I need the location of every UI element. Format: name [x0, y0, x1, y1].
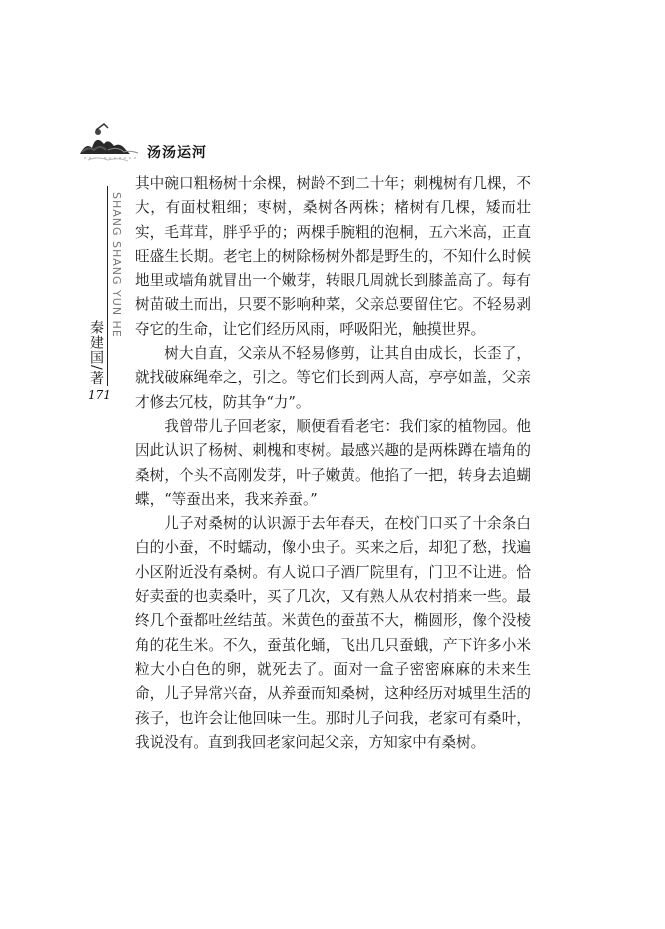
margin-rule: [107, 186, 108, 386]
paragraph: 树大自直，父亲从不轻易修剪，让其自由成长，长歪了，就找破麻绳牵之，引之。等它们长到两人高，亭亭如盖，父亲才修去冗枝，防其争“力”。: [135, 345, 531, 411]
page-number: 171: [88, 388, 111, 402]
ink-landscape-icon: [78, 120, 140, 166]
book-title-pinyin: SHANG SHANG YUN HE: [110, 192, 123, 338]
paragraph: 其中碗口粗杨树十余棵，树龄不到二十年；刺槐树有几棵，不大，有面杖粗细；枣树，桑树各两株；楮树有几棵，矮而壮实，毛茸茸，胖乎乎的；两棵手腕粗的泡桐，五六米高，正直旺盛生长期。老宅上的树除杨树外都是野生的，不知什么时候地里或墙角就冒出一个嫩芽，转眼几周就长到膝盖高了。每有树苗破土而出，只要不影响种菜，父亲总要留住它。不轻易剥夺它的生命，让它们经历风雨，呼吸阳光，触摸世界。: [135, 175, 531, 338]
body-text: [135, 172, 531, 755]
paragraph: 儿子对桑树的认识源于去年春天，在校门口买了十余条白白的小蚕，不时蠕动，像小虫子。买来之后，却犯了愁，找遍小区附近没有桑树。有人说口子酒厂院里有，门卫不让进。恰好卖蚕的也卖桑叶，买了几次，又有熟人从农村捎来一些。最终几个蚕都吐丝结茧。米黄色的蚕茧不大，椭圆形，像个没棱角的花生米。不久，蚕茧化蛹，飞出几只蚕蛾，产下许多小米粒大小白色的卵，就死去了。面对一盒子密密麻麻的未来生命，儿子异常兴奋，从养蚕而知桑树，这种经历对城里生活的孩子，也许会让他回味一生。那时儿子问我，老家可有桑叶，我说没有。直到我回老家问起父亲，方知家中有桑树。: [135, 515, 531, 751]
author-credit: 秦建国/著: [88, 320, 104, 386]
running-header-title: 汤汤运河: [147, 145, 207, 161]
paragraph: 我曾带儿子回老家，顺便看看老宅：我们家的植物园。他因此认识了杨树、刺槐和枣树。最感兴趣的是两株蹲在墙角的桑树，个头不高刚发芽，叶子嫩黄。他掐了一把，转身去追蝴蝶，“等蚕出来，我来养蚕。”: [135, 417, 531, 508]
